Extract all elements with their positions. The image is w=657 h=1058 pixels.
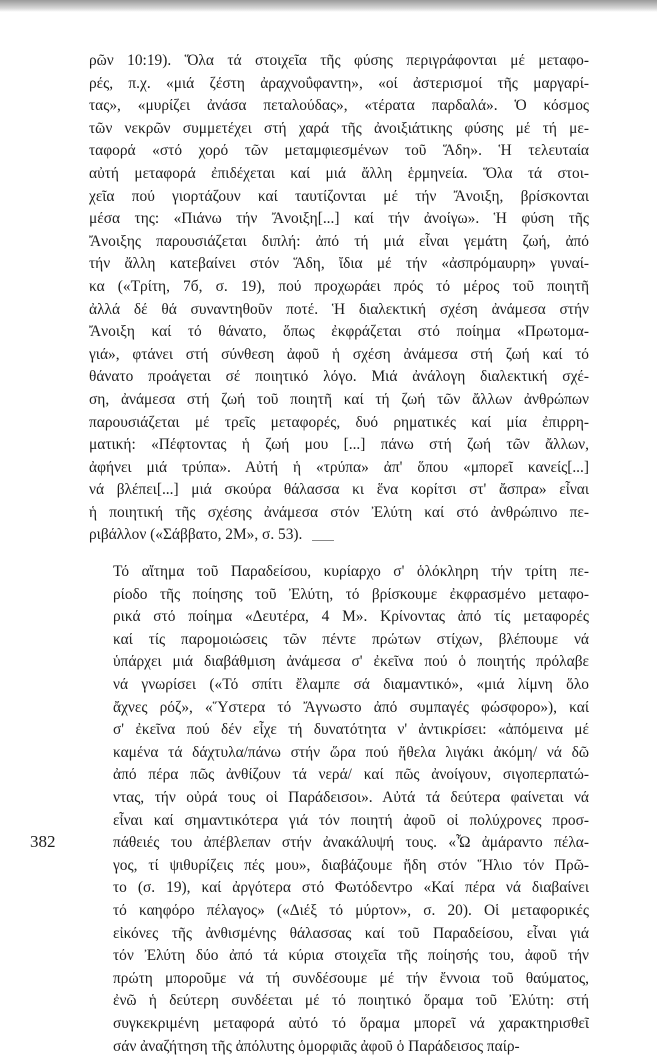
- text-line: νά βλέπει[...] μιά σκούρα θάλασσα κι ἕνα κορίτσι στ' ἄσπρα» εἶναι: [89, 481, 589, 499]
- text-line: ματική: «Πέφτοντας ἡ ζωή μου [...] πάνω στή ζωή τῶν ἄλλων,: [89, 436, 589, 454]
- text-line: εἰκόνες τῆς ἀνθισμένης θάλασσας καί τοῦ Παραδείσου, εἶναι γιά: [113, 924, 589, 942]
- text-line: ρῶν 10:19). Ὅλα τά στοιχεῖα τῆς φύσης περιγράφονται μέ μεταφο-: [89, 52, 589, 69]
- text-line: ὑπάρχει μιά διαβάθμιση ἀνάμεσα σ' ἐκεῖνα πού ὁ ποιητής πρόλαβε: [113, 653, 589, 671]
- text-line: κα («Τρίτη, 7б, σ. 19), πού προχωράει πρός τό μέρος τοῦ ποιητῆ: [89, 277, 589, 295]
- text-line: το (σ. 19), καί ἀργότερα στό Φωτόδεντρο «Καί πέρα νά διαβαίνει: [113, 879, 589, 897]
- text-line: συγκεκριμένη μεταφορά αὐτό τό ὅραμα μπορεῖ νά χαρακτηρισθεῖ: [113, 1014, 589, 1032]
- page-body: [89, 50, 589, 1058]
- text-line: πάθειές του ἀπέβλεπαν στήν ἀνακάλυψή τους. «Ὦ ἀμάραντο πέλα-: [113, 834, 589, 852]
- text-line: καμένα τά δάχτυλα/πάνω στήν ὥρα πού ἤθελα λιγάκι ἀκόμη/ νά δῶ: [113, 743, 589, 761]
- text-line: ἀφήνει μιά τρύπα». Αὐτή ἡ «τρύπα» ἀπ' ὅπου «μπορεῖ κανείς[...]: [89, 458, 589, 476]
- text-line: τόν Ἐλύτη δύο ἀπό τά κύρια στοιχεῖα τῆς ποίησής του, ἀφοῦ τήν: [113, 947, 589, 965]
- text-line: Τό αἴτημα τοῦ Παραδείσου, κυρίαρχο σ' ὁλόκληρη τήν τρίτη πε-: [113, 563, 589, 581]
- text-line: αὐτή μεταφορά ἐπιδέχεται καί μιά ἄλλη ἑρμηνεία. Ὅλα τά στοι-: [89, 164, 589, 182]
- text-line: Ἄνοιξη καί τό θάνατο, ὅπως ἐκφράζεται στό ποίημα «Πρωτομα-: [89, 323, 589, 341]
- scan-top-edge: [0, 0, 657, 12]
- text-line: γιά», φτάνει στή σύνθεση ἀφοῦ ἡ σχέση ἀνάμεσα στή ζωή καί τό: [89, 345, 589, 363]
- text-line: ἡ ποιητική τῆς σχέσης ἀνάμεσα στόν Ἐλύτη καί στό ἀνθρώπινο πε-: [89, 503, 589, 521]
- text-line: καί τίς παρομοιώσεις τῶν πέντε πρώτων στίχων, βλέπουμε νά: [113, 630, 589, 648]
- text-line: παρουσιάζεται μέ τρεῖς μεταφορές, δυό ρηματικές καί μία ἐπιρρη-: [89, 413, 589, 431]
- divider: [312, 540, 334, 541]
- text-line: νά γνωρίσει («Τό σπίτι ἔλαμπε σά διαμαντικό», «μιά λίμνη ὅλο: [113, 676, 589, 694]
- paragraph: [89, 561, 589, 1058]
- text-line: τας», «μυρίζει ἀνάσα πεταλούδας», «τέρατα παρδαλά». Ὁ κόσμος: [89, 97, 589, 115]
- text-line: τήν ἄλλη κατεβαίνει στόν Ἅδη, ἴδια μέ τήν «ἀσπρόμαυρη» γυναί-: [89, 255, 589, 273]
- text-line: ση, ἀνάμεσα στή ζωή τοῦ ποιητῆ καί τή ζωή τῶν ἄλλων ἀνθρώπων: [89, 390, 589, 408]
- text-line: ρίοδο τῆς ποίησης τοῦ Ἐλύτη, τό βρίσκουμε ἐκφρασμένο μεταφο-: [113, 585, 589, 603]
- text-line: ριβάλλον («Σάββατο, 2Μ», σ. 53).: [89, 526, 303, 544]
- text-line: ντας, τήν οὐρά τους οἱ Παράδεισοι». Αὐτά τά δεύτερα φαίνεται νά: [113, 789, 589, 806]
- text-line: ρές, π.χ. «μιά ζέστη ἀραχνοΰφαντη», «οί ἀστερισμοί τῆς μαργαρί-: [89, 74, 589, 92]
- text-line: εἶναι καί σημαντικότερα γιά τόν ποιητή ἀφοῦ οἱ πολύχρονες προσ-: [113, 811, 589, 829]
- text-line: σ' ἐκεῖνα πού δέν εἶχε τή δυνατότητα ν' ἀντικρίσει: «ἀπόμεινα μέ: [113, 721, 589, 739]
- paragraph: [89, 50, 589, 547]
- text-line: μέσα της: «Πιάνω τήν Ἄνοιξη[...] καί τήν ἀνοίγω». Ἡ φύση τῆς: [89, 210, 589, 228]
- text-line: σάν ἀναζήτηση τῆς ἀπόλυτης ὁμορφιᾶς ἀφοῦ ὁ Παράδεισος παίρ-: [113, 1037, 520, 1055]
- text-line: ρικά στό ποίημα «Δευτέρα, 4 Μ». Κρίνοντας ἀπό τίς μεταφορές: [113, 608, 589, 626]
- text-line: ἐνῶ ἡ δεύτερη συνδέεται μέ τό ποιητικό ὅραμα τοῦ Ἐλύτη: στή: [113, 992, 589, 1010]
- text-line: ταφορά «στό χορό τῶν μεταμφιεσμένων τοῦ Ἅδη». Ἡ τελευταία: [89, 142, 589, 160]
- text-line: χεῖα πού γιορτάζουν καί ταυτίζονται μέ τήν Ἄνοιξη, βρίσκονται: [89, 187, 589, 205]
- text-line: ἀλλά δέ θά συναντηθοῦν ποτέ. Ἡ διαλεκτική σχέση ἀνάμεσα στήν: [89, 300, 589, 318]
- text-line: ἄχνες ρόζ», «Ὕστερα τό Ἄγνωστο ἀπό συμπαγές φώσφορο»), καί: [113, 698, 589, 716]
- text-line: θάνατο προάγεται σέ ποιητικό λόγο. Μιά ἀνάλογη διαλεκτική σχέ-: [89, 368, 589, 386]
- text-line: πρώτη μποροῦμε νά τή συνδέσουμε μέ τήν ἔννοια τοῦ θαύματος,: [113, 969, 589, 987]
- page-number: 382: [30, 832, 56, 851]
- text-line: Ἄνοιξης παρουσιάζεται διπλή: ἀπό τή μιά εἶναι γεμάτη ζωή, ἀπό: [89, 232, 589, 250]
- text-line: γος, τί ψιθυρίζεις πές μου», διαβάζουμε ἤδη στόν Ἥλιο τόν Πρῶ-: [113, 856, 589, 874]
- text-line: τῶν νεκρῶν συμμετέχει στή χαρά τῆς ἀνοιξιάτικης φύσης μέ τή με-: [89, 119, 589, 137]
- text-line: ἀπό πέρα πῶς ἀνθίζουν τά νερά/ καί πῶς ἀνοίγουν, σιγοπερπατώ-: [113, 766, 589, 784]
- text-line: τό καηφόρο πέλαγος» («Διέξ τό μύρτον», σ. 20). Οἱ μεταφορικές: [113, 901, 589, 919]
